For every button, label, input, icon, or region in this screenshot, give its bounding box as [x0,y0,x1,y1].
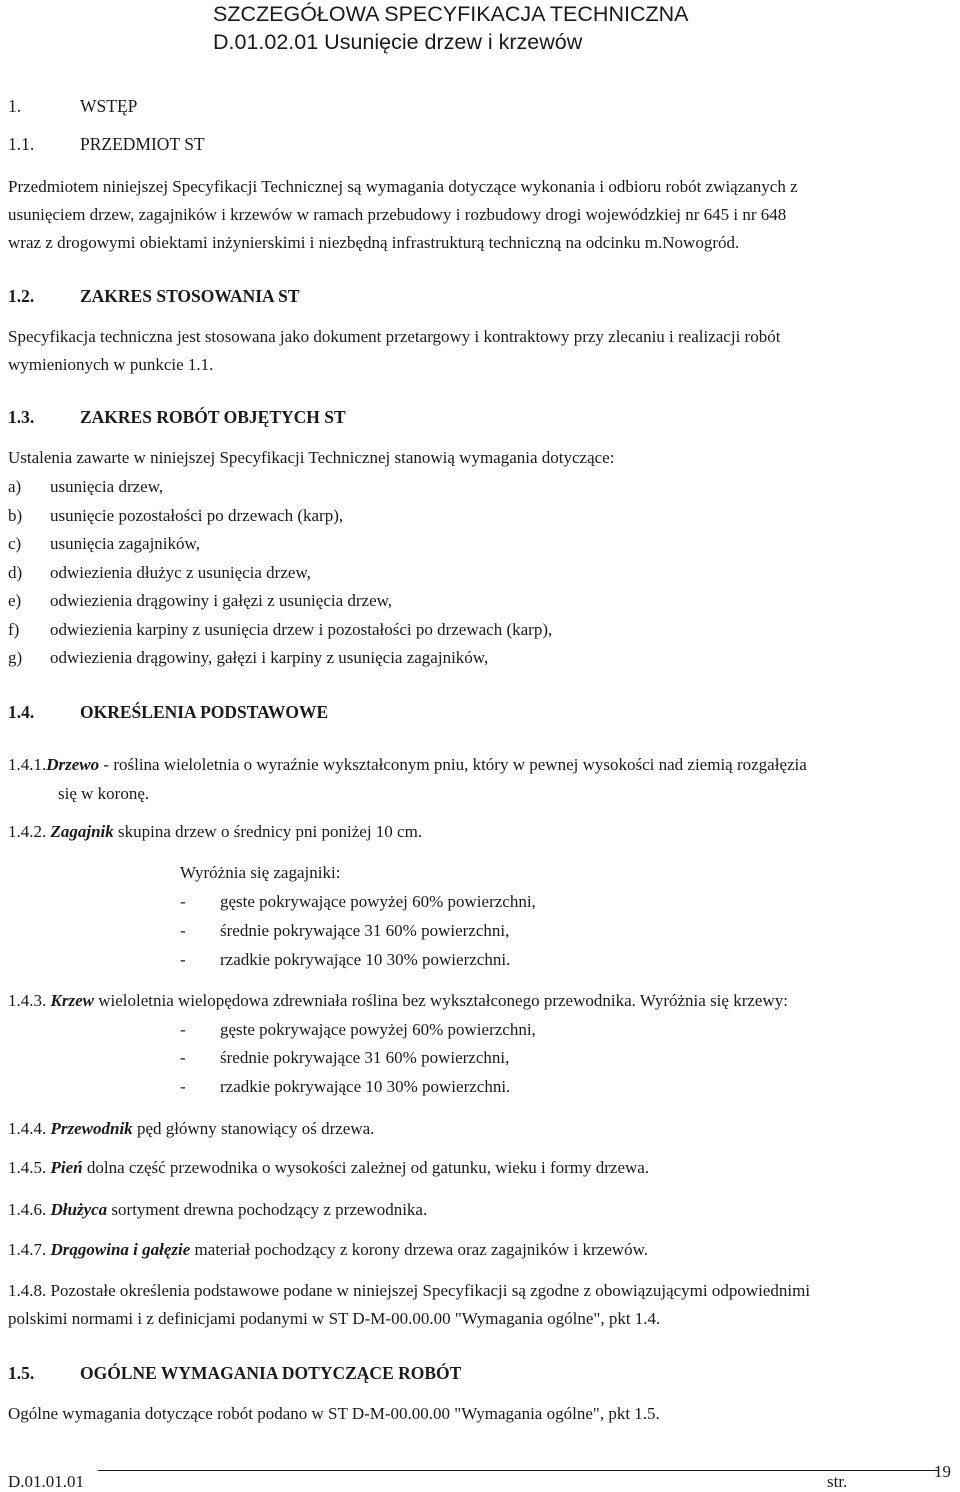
definition-term: Pień [50,1158,83,1177]
definition-continuation: się w koronę. [58,784,150,803]
section-1-heading [8,96,137,117]
list-item [8,534,200,554]
section-title: OGÓLNE WYMAGANIA DOTYCZĄCE ROBÓT [80,1363,462,1383]
definition-number: 1.4.7. [8,1240,47,1259]
definition-number: 1.4.3. [8,991,47,1010]
definition-pozostale [8,1281,810,1301]
footer-page-number: 19 [934,1462,951,1481]
definition-text: sortyment drewna pochodzący z przewodnika. [107,1200,428,1219]
definition-number: 1.4.8. [8,1281,47,1300]
definition-continuation: polskimi normami i z definicjami podanymi w ST D-M-00.00.00 "Wymagania ogólne", pkt 1.4. [8,1309,661,1328]
list-item-text: usunięcia drzew, [50,477,164,496]
dash: - [180,950,186,969]
definition-text: Pozostałe określenia podstawowe podane w niniejszej Specyfikacji są zgodne z obowiązującymi odpowiednimi [46,1281,811,1300]
list-item [8,591,392,611]
list-item-text: odwiezienia dłużyc z usunięcia drzew, [50,563,311,582]
list-item-label: g) [8,648,23,667]
list-item-text: usunięcia zagajników, [50,534,200,553]
list-item [8,477,163,497]
list-item-label: d) [8,563,23,582]
definition-text: materiał pochodzący z korony drzewa oraz zagajników i krzewów. [190,1240,648,1259]
definition-krzew [8,991,788,1011]
definition-term: Dłużyca [50,1200,108,1219]
definition-term: Krzew [50,991,94,1010]
definition-text: dolna część przewodnika o wysokości zależnej od gatunku, wieku i formy drzewa. [82,1158,650,1177]
section-title: ZAKRES ROBÓT OBJĘTYCH ST [80,407,346,427]
definition-zagajnik [8,822,422,842]
list-item-label: c) [8,534,22,553]
definition-dluzyca [8,1200,427,1220]
section-number: 1.2. [8,286,35,306]
list-item-text: usunięcie pozostałości po drzewach (karp), [50,506,344,525]
section-title: WSTĘP [80,96,138,116]
sublist-item [180,1020,536,1040]
footer-divider [98,1470,938,1471]
list-item [8,620,552,640]
definition-text: pęd główny stanowiący oś drzewa. [132,1119,375,1138]
sublist-item [180,1077,510,1097]
sublist-title: Wyróżnia się zagajniki: [180,863,341,882]
section-1-2-heading [8,286,300,307]
list-item-text: odwiezienia karpiny z usunięcia drzew i pozostałości po drzewach (karp), [50,620,553,639]
definition-number: 1.4.1. [8,755,47,774]
list-item-label: a) [8,477,22,496]
section-number: 1.5. [8,1363,35,1383]
definition-przewodnik [8,1119,374,1139]
section-number: 1.4. [8,702,35,722]
list-item-text: odwiezienia drągowiny i gałęzi z usunięcia drzew, [50,591,393,610]
definition-number: 1.4.4. [8,1119,47,1138]
sublist-text: gęste pokrywające powyżej 60% powierzchni, [220,1020,536,1039]
paragraph-line: Specyfikacja techniczna jest stosowana jako dokument przetargowy i kontraktowy przy zlecaniu i realizacji robót [8,327,781,346]
paragraph-line: wraz z drogowymi obiektami inżynierskimi i niezbędną infrastrukturą techniczną na odcinku m.Nowogród. [8,233,740,252]
definition-term: Przewodnik [50,1119,133,1138]
definition-dragowina [8,1240,648,1260]
section-1-5-heading [8,1363,461,1384]
definition-drzewo [8,755,807,775]
dash: - [180,921,186,940]
sublist-item [180,921,509,941]
definition-pien [8,1158,649,1178]
list-item-label: f) [8,620,20,639]
definition-number: 1.4.6. [8,1200,47,1219]
list-item [8,506,343,526]
section-1-3-heading [8,407,346,428]
sublist-item [180,1048,509,1068]
sublist-text: rzadkie pokrywające 10 30% powierzchni. [220,950,511,969]
paragraph-line: Przedmiotem niniejszej Specyfikacji Technicznej są wymagania dotyczące wykonania i odbioru robót związanych z [8,177,798,196]
sublist-text: średnie pokrywające 31 60% powierzchni, [220,1048,510,1067]
section-title: ZAKRES STOSOWANIA ST [80,286,300,306]
section-number: 1. [8,96,22,116]
dash: - [180,1048,186,1067]
section-1-1-heading [8,134,205,155]
sublist-text: rzadkie pokrywające 10 30% powierzchni. [220,1077,511,1096]
paragraph-line: wymienionych w punkcie 1.1. [8,355,214,374]
list-item-label: b) [8,506,23,525]
paragraph-line: Ogólne wymagania dotyczące robót podano w ST D-M-00.00.00 "Wymagania ogólne", pkt 1.5. [8,1404,660,1423]
list-item [8,563,311,583]
definition-number: 1.4.2. [8,822,47,841]
section-title: OKREŚLENIA PODSTAWOWE [80,702,329,722]
document-title: SZCZEGÓŁOWA SPECYFIKACJA TECHNICZNA [213,2,689,26]
definition-term: Drzewo [46,755,100,774]
dash: - [180,1077,186,1096]
sublist-text: średnie pokrywające 31 60% powierzchni, [220,921,510,940]
section-number: 1.3. [8,407,35,427]
definition-text: skupina drzew o średnicy pni poniżej 10 cm. [113,822,423,841]
footer-page-label: str. [827,1472,848,1491]
list-item-text: odwiezienia drągowiny, gałęzi i karpiny z usunięcia zagajników, [50,648,489,667]
section-1-4-heading [8,702,328,723]
definition-term: Zagajnik [50,822,114,841]
definition-number: 1.4.5. [8,1158,47,1177]
definition-term: Drągowina i gałęzie [50,1240,191,1259]
document-subtitle: D.01.02.01 Usunięcie drzew i krzewów [213,30,583,54]
footer-code: D.01.01.01 [8,1472,85,1491]
definition-text: wieloletnia wielopędowa zdrewniała roślina bez wykształconego przewodnika. Wyróżnia się krzewy: [93,991,788,1010]
definition-text: - roślina wieloletnia o wyraźnie wykształconym pniu, który w pewnej wysokości nad ziemią rozgałęzia [99,755,807,774]
sublist-item [180,892,536,912]
section-title: PRZEDMIOT ST [80,134,205,154]
paragraph-line: Ustalenia zawarte w niniejszej Specyfikacji Technicznej stanowią wymagania dotyczące: [8,448,615,467]
list-item-label: e) [8,591,22,610]
paragraph-line: usunięciem drzew, zagajników i krzewów w ramach przebudowy i rozbudowy drogi wojewódzkiej nr 645 i nr 648 [8,205,787,224]
list-item [8,648,488,668]
sublist-text: gęste pokrywające powyżej 60% powierzchni, [220,892,536,911]
dash: - [180,1020,186,1039]
section-number: 1.1. [8,134,35,154]
sublist-item [180,950,510,970]
dash: - [180,892,186,911]
